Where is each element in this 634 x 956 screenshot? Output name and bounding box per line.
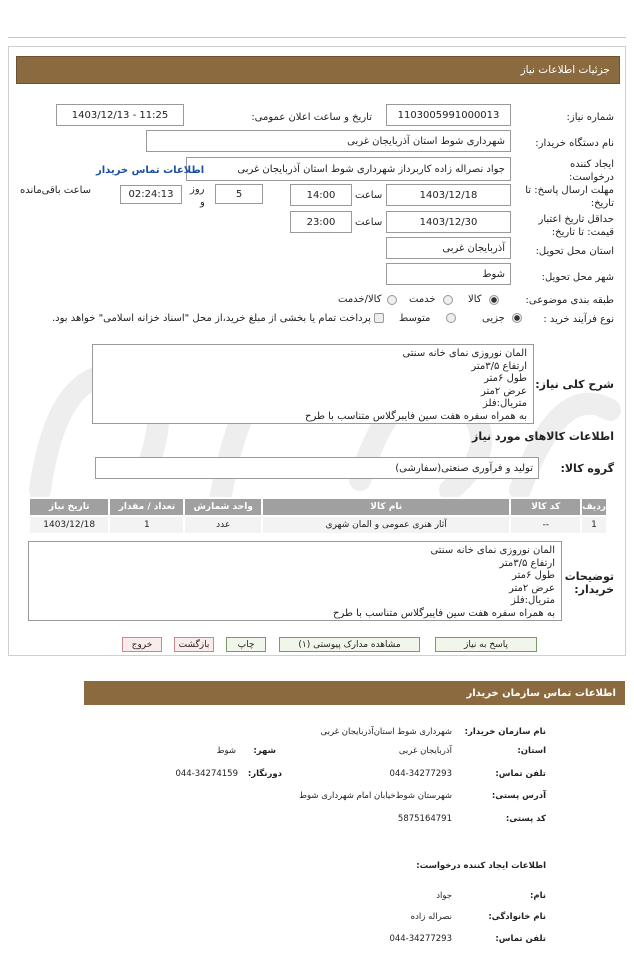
process-label: نوع فرآیند خرید :	[543, 314, 614, 325]
creator-label: ایجاد کننده درخواست:	[569, 159, 614, 183]
process-radio-medium[interactable]	[446, 313, 456, 323]
send-time-field: 14:00	[290, 184, 352, 206]
province-field: آذربایجان غربی	[386, 237, 511, 259]
cell-date: 1403/12/18	[29, 516, 109, 534]
col-qty: تعداد / مقدار	[109, 498, 184, 516]
category-radio-service[interactable]	[443, 295, 453, 305]
city-field: شوط	[386, 263, 511, 285]
buyer-notes-text: المان نوروزی نمای خانه سنتی ارتفاع ۳/۵متر طول ۶متر عرض ۲متر متریال:فلز به همراه سفره هفت سین فایبرگلاس متناسب با طرح	[28, 541, 562, 621]
process-option-minor: جزیی	[482, 313, 505, 324]
back-button[interactable]: بازگشت	[174, 637, 214, 652]
goods-table	[28, 497, 608, 535]
validity-date-field: 1403/12/30	[386, 211, 511, 233]
announce-field: 1403/12/13 - 11:25	[56, 104, 184, 126]
print-button[interactable]: چاپ	[226, 637, 266, 652]
validity-time-field: 23:00	[290, 211, 352, 233]
send-deadline-label: مهلت ارسال پاسخ: تا تاریخ:	[525, 185, 614, 209]
goods-group-field: تولید و فرآوری صنعتی(سفارشی)	[95, 457, 539, 479]
treasury-note: پرداخت تمام یا بخشی از مبلغ خرید،از محل "اسناد خزانه اسلامی" خواهد بود.	[52, 313, 371, 324]
creator-phone-value: 044-34277293	[389, 934, 452, 944]
contact-org-label: نام سازمان خریدار:	[464, 727, 546, 737]
buyer-notes-label: توضیحات خریدار:	[564, 570, 614, 596]
col-row: ردیف	[581, 498, 607, 516]
announce-label: تاریخ و ساعت اعلان عمومی:	[251, 112, 372, 123]
validity-time-label: ساعت	[355, 217, 383, 228]
contact-address-label: آدرس پستی:	[491, 791, 546, 801]
contact-postal-value: 5875164791	[397, 814, 452, 824]
table-row	[29, 516, 607, 534]
cell-qty: 1	[109, 516, 184, 534]
contact-postal-label: کد پستی:	[505, 814, 546, 824]
cell-row: 1	[581, 516, 607, 534]
validity-label: حداقل تاریخ اعتبار قیمت: تا تاریخ:	[538, 214, 614, 238]
send-time-label: ساعت	[355, 190, 383, 201]
buyer-contact-link[interactable]: اطلاعات تماس خریدار	[96, 165, 205, 176]
remaining-time-label: ساعت باقی‌مانده	[20, 185, 92, 196]
creator-name-value: جواد	[436, 891, 452, 901]
description-label: شرح کلی نیاز:	[535, 378, 614, 391]
category-radio-goods[interactable]	[489, 295, 499, 305]
province-label: استان محل تحویل:	[535, 246, 614, 257]
creator-phone-label: تلفن تماس:	[495, 934, 546, 944]
days-label: روز	[190, 184, 205, 195]
process-radio-minor[interactable]	[512, 313, 522, 323]
goods-group-label: گروه کالا:	[560, 462, 614, 475]
category-label: طبقه بندی موضوعی:	[525, 295, 614, 306]
process-option-medium: متوسط	[399, 313, 431, 324]
description-text: المان نوروزی نمای خانه سنتی ارتفاع ۳/۵متر طول ۶متر عرض ۲متر متریال:فلز به همراه سفره هفت سین فایبرگلاس متناسب با طرح	[92, 344, 534, 424]
page-title: جزئیات اطلاعات نیاز	[520, 64, 610, 76]
contact-fax-value: 044-34274159	[175, 769, 238, 779]
cell-unit: عدد	[184, 516, 262, 534]
creator-family-value: نصراله زاده	[410, 912, 452, 922]
need-number-field: 1103005991000013	[386, 104, 511, 126]
category-option-goods: کالا	[468, 294, 482, 305]
remaining-time-field: 02:24:13	[120, 185, 182, 204]
send-date-field: 1403/12/18	[386, 184, 511, 206]
contact-province-value: آذربایجان غربی	[398, 746, 452, 756]
and-label: و	[200, 197, 205, 208]
buyer-org-field: شهرداری شوط استان آذربایجان غربی	[146, 130, 511, 152]
exit-button[interactable]: خروج	[122, 637, 162, 652]
goods-section-title: اطلاعات کالاهای مورد نیاز	[472, 430, 614, 443]
contact-title: اطلاعات تماس سازمان خریدار	[466, 688, 616, 699]
contact-address-value: شهرستان شوط‌خیابان امام شهرداری شوط	[299, 791, 452, 801]
col-date: تاریخ نیاز	[29, 498, 109, 516]
buyer-org-label: نام دستگاه خریدار:	[535, 138, 614, 149]
top-divider	[8, 37, 626, 38]
need-number-label: شماره نیاز:	[566, 112, 614, 123]
contact-city-label: شهر:	[253, 746, 276, 756]
category-option-service: خدمت	[409, 294, 436, 305]
treasury-checkbox[interactable]	[374, 313, 384, 323]
contact-org-value: شهرداری شوط استان‌آذربایجان غربی	[320, 727, 452, 737]
city-label: شهر محل تحویل:	[541, 272, 614, 283]
category-radio-both[interactable]	[387, 295, 397, 305]
creator-field: جواد نصراله زاده کاربرداز شهرداری شوط استان آذربایجان غربی	[186, 157, 511, 181]
col-unit: واحد شمارش	[184, 498, 262, 516]
reply-button[interactable]: پاسخ به نیاز	[435, 637, 537, 652]
col-name: نام کالا	[262, 498, 510, 516]
view-attachments-button[interactable]: مشاهده مدارک پیوستی (۱)	[279, 637, 420, 652]
contact-province-label: استان:	[517, 746, 546, 756]
cell-name: آثار هنری عمومی و المان شهری	[262, 516, 510, 534]
days-field: 5	[215, 184, 263, 204]
col-code: کد کالا	[510, 498, 581, 516]
contact-phone-value: 044-34277293	[389, 769, 452, 779]
contact-city-value: شوط	[216, 746, 236, 756]
creator-section-title: اطلاعات ایجاد کننده درخواست:	[416, 861, 546, 871]
cell-code: --	[510, 516, 581, 534]
creator-family-label: نام خانوادگی:	[488, 912, 546, 922]
contact-fax-label: دورنگار:	[247, 769, 282, 779]
contact-phone-label: تلفن تماس:	[495, 769, 546, 779]
creator-name-label: نام:	[529, 891, 546, 901]
category-option-both: کالا/خدمت	[338, 294, 382, 305]
goods-table-header	[29, 498, 607, 516]
